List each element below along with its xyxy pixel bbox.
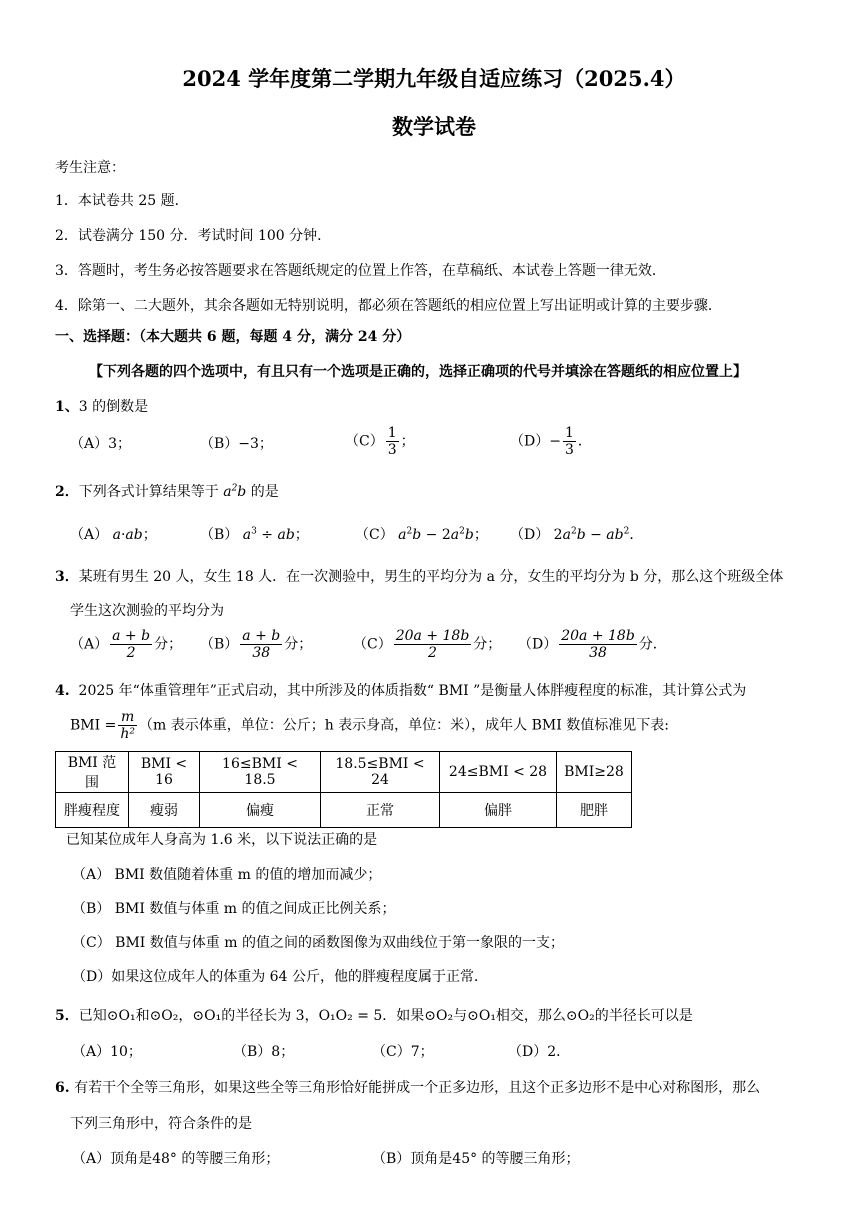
table-cell: 24≤BMI < 28 (440, 752, 557, 793)
q5-option-d: （D）2． (508, 1044, 571, 1060)
question-6-stem: 6. 有若干个全等三角形，如果这些全等三角形恰好能拼成一个正多边形，且这个正多边形不是中心对称图形，那么 (55, 1080, 761, 1096)
table-cell: 偏胖 (440, 793, 557, 828)
q3-option-c: （C） $\frac{20a + 18b}{2}$ 分； (353, 628, 502, 662)
question-4-stem: 4. 2025 年“体重管理年”正式启动，其中所涉及的体质指数“ BMI ”是衡量人体胖瘦程度的标准，其计算公式为 (55, 683, 747, 699)
question-3-stem: 3．某班有男生 20 人，女生 18 人．在一次测验中，男生的平均分为 a 分，女生的平均分为 b 分，那么这个班级全体 (55, 569, 784, 585)
table-cell: 胖瘦程度 (56, 793, 129, 828)
q2-option-c: （C） $a^2b - 2a^2b$； (355, 526, 488, 543)
notice-item-3: 3．答题时，考生务必按答题要求在答题纸规定的位置上作答，在草稿纸、本试卷上答题一律无效． (55, 263, 666, 279)
question-4-condition: 已知某位成年人身高为 1.6 米，以下说法正确的是 (66, 832, 378, 848)
question-1-stem: 1、3 的倒数是 (55, 399, 149, 415)
q4-option-d: （D）如果这位成年人的体重为 64 公斤，他的胖瘦程度属于正常． (72, 969, 488, 985)
section-instruction: 【下列各题的四个选项中，有且只有一个选项是正确的，选择正确项的代号并填涂在答题纸的相应位置上】 (89, 364, 747, 380)
exam-title: 2024 学年度第二学期九年级自适应练习（2025.4） (182, 66, 686, 91)
table-cell: 肥胖 (557, 793, 632, 828)
q6-option-a: （A）顶角是48° 的等腰三角形； (72, 1151, 280, 1167)
q6-option-b: （B）顶角是45° 的等腰三角形； (372, 1151, 580, 1167)
question-2-stem: 2．下列各式计算结果等于 $a^2b$ 的是 (55, 483, 279, 500)
table-row (56, 793, 632, 828)
table-cell: 正常 (321, 793, 440, 828)
question-3-stem-cont: 学生这次测验的平均分为 (70, 603, 224, 619)
table-cell: BMI < 16 (129, 752, 200, 793)
notice-heading: 考生注意： (55, 160, 125, 176)
q3-option-a: （A） $\frac{a + b}{2}$ 分； (70, 628, 183, 662)
q1-option-b: （B）−3； (200, 436, 273, 452)
bmi-table (55, 751, 632, 828)
table-cell: BMI 范围 (56, 752, 129, 793)
q2-option-a: （A） a·ab； (70, 527, 157, 543)
q1-option-d: （D）− $\frac{1}{3}$ ． (510, 425, 592, 459)
exam-subtitle: 数学试卷 (392, 114, 476, 139)
notice-item-2: 2．试卷满分 150 分．考试时间 100 分钟． (55, 228, 332, 244)
table-row (56, 752, 632, 793)
q4-option-c: （C） BMI 数值与体重 m 的值之间的函数图像为双曲线位于第一象限的一支； (72, 935, 564, 951)
table-cell: 瘦弱 (129, 793, 200, 828)
q2-option-b: （B） $a^3$ ÷ ab； (200, 526, 309, 543)
question-5-stem: 5．已知⊙O₁和⊙O₂，⊙O₁的半径长为 3，O₁O₂ = 5．如果⊙O₂与⊙O₁相交，那么⊙O₂的半径长可以是 (55, 1008, 693, 1024)
section-heading: 一、选择题：（本大题共 6 题，每题 4 分，满分 24 分） (55, 329, 411, 345)
q5-option-b: （B）8； (233, 1044, 295, 1060)
q2-option-d: （D） $2a^2b - ab^2$． (510, 526, 644, 543)
q1-option-c: （C） $\frac{1}{3}$ ； (345, 425, 415, 459)
q4-option-b: （B） BMI 数值与体重 m 的值之间成正比例关系； (72, 901, 396, 917)
q5-option-a: （A）10； (72, 1044, 142, 1060)
table-cell: BMI≥28 (557, 752, 632, 793)
table-cell: 16≤BMI < 18.5 (200, 752, 321, 793)
q1-option-a: （A）3； (70, 436, 132, 452)
table-cell: 偏瘦 (200, 793, 321, 828)
bmi-formula: BMI = $\frac{m}{\text{h²}}$ （m 表示体重，单位：公斤；h 表示身高，单位：米），成年人 BMI 数值标准见下表: (70, 709, 669, 743)
q3-option-d: （D） $\frac{20a + 18b}{38}$ 分． (518, 628, 667, 662)
q3-option-b: （B） $\frac{a + b}{38}$ 分； (200, 628, 313, 662)
q4-option-a: （A） BMI 数值随着体重 m 的值的增加而减少； (72, 867, 382, 883)
question-6-stem-cont: 下列三角形中，符合条件的是 (70, 1116, 252, 1132)
q5-option-c: （C）7； (372, 1044, 434, 1060)
notice-item-4: 4．除第一、二大题外，其余各题如无特别说明，都必须在答题纸的相应位置上写出证明或计算的主要步骤． (55, 298, 722, 314)
notice-item-1: 1．本试卷共 25 题． (55, 193, 189, 209)
table-cell: 18.5≤BMI < 24 (321, 752, 440, 793)
